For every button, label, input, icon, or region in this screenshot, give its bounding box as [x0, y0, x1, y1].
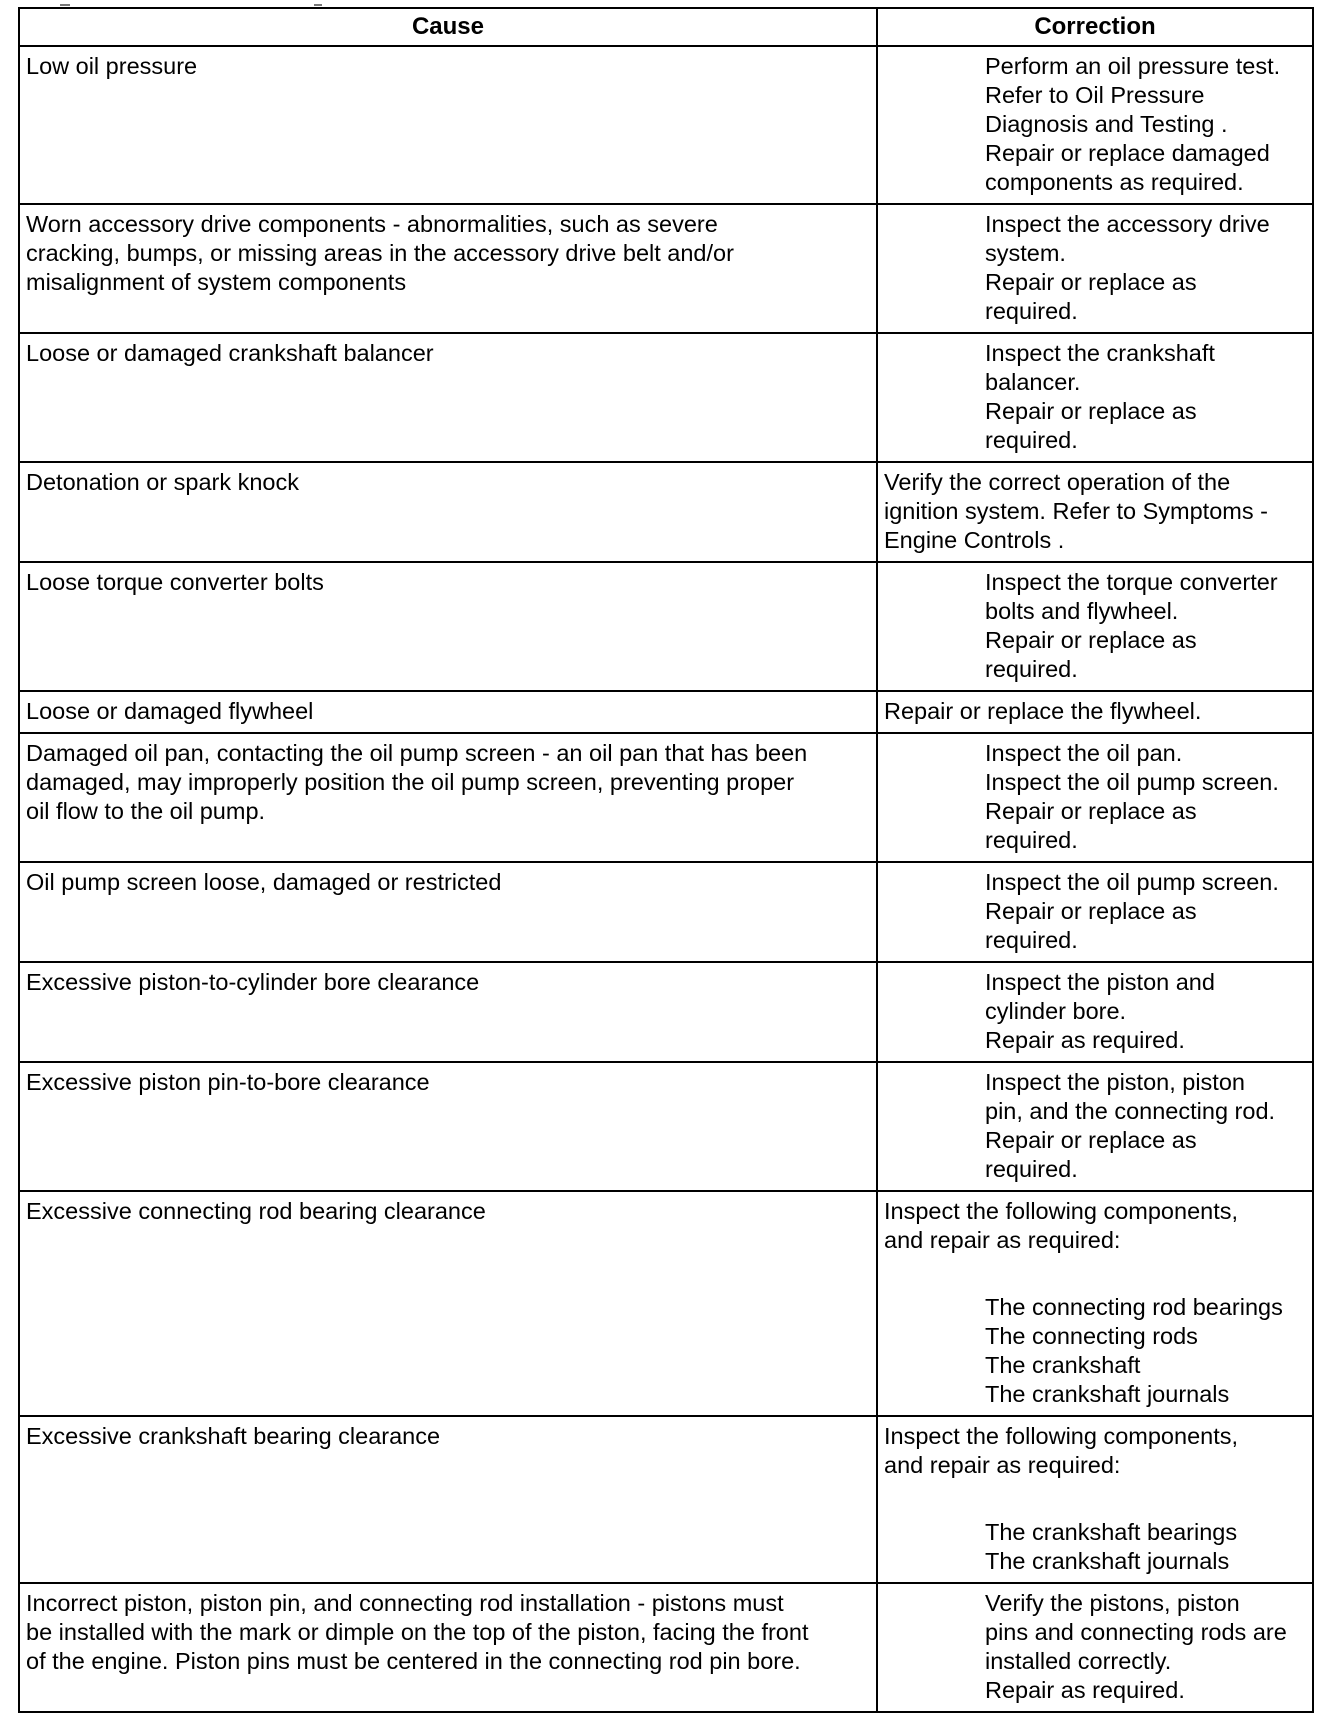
cause-text-line: Damaged oil pan, contacting the oil pump screen - an oil pan that has been	[26, 740, 808, 766]
correction-cell	[877, 204, 1313, 333]
correction-intro-line: ignition system. Refer to Symptoms -	[884, 498, 1268, 524]
correction-step-line: Inspect the oil pump screen.	[985, 869, 1279, 895]
correction-cell	[877, 733, 1313, 862]
correction-intro-line: Repair or replace the flywheel.	[884, 698, 1202, 724]
correction-step-line: installed correctly.	[985, 1648, 1172, 1674]
correction-step-line: balancer.	[985, 369, 1081, 395]
cause-cell	[19, 462, 877, 562]
correction-cell	[877, 1583, 1313, 1712]
correction-step-line: required.	[985, 427, 1078, 453]
table-body	[19, 46, 1313, 1712]
correction-step-line: cylinder bore.	[985, 998, 1127, 1024]
table-row	[19, 204, 1313, 333]
cause-cell	[19, 862, 877, 962]
spacer	[884, 1255, 1306, 1293]
correction-column-header: Correction	[877, 8, 1313, 46]
correction-step-line: required.	[985, 656, 1078, 682]
cause-cell	[19, 1191, 877, 1416]
correction-cell	[877, 691, 1313, 733]
spacer	[884, 1480, 1306, 1518]
table-row	[19, 1062, 1313, 1191]
table-row	[19, 1191, 1313, 1416]
correction-step-line: bolts and flywheel.	[985, 598, 1179, 624]
cause-cell	[19, 46, 877, 204]
table-row	[19, 962, 1313, 1062]
cause-text-line: Low oil pressure	[26, 53, 198, 79]
cause-text-line: Excessive piston-to-cylinder bore clearance	[26, 969, 480, 995]
correction-cell	[877, 46, 1313, 204]
cause-text-line: cracking, bumps, or missing areas in the accessory drive belt and/or	[26, 240, 734, 266]
table-row	[19, 333, 1313, 462]
correction-step-line: Verify the pistons, piston	[985, 1590, 1240, 1616]
correction-step-line: required.	[985, 1156, 1078, 1182]
correction-step-line: Repair as required.	[985, 1027, 1185, 1053]
correction-cell	[877, 562, 1313, 691]
diagnostic-table	[18, 7, 1314, 1713]
correction-cell	[877, 862, 1313, 962]
table-row	[19, 1416, 1313, 1583]
correction-step-line: Inspect the oil pan.	[985, 740, 1183, 766]
diagnostic-table-frame	[18, 7, 1314, 1713]
correction-step-line: Inspect the oil pump screen.	[985, 769, 1279, 795]
correction-intro-line: Engine Controls .	[884, 527, 1065, 553]
correction-cell	[877, 333, 1313, 462]
correction-step-line: components as required.	[985, 169, 1244, 195]
table-row	[19, 462, 1313, 562]
correction-step-line: Repair or replace as	[985, 398, 1197, 424]
correction-step-line: required.	[985, 827, 1078, 853]
correction-step-line: Diagnosis and Testing .	[985, 111, 1228, 137]
cause-cell	[19, 1583, 877, 1712]
cause-text-line: oil flow to the oil pump.	[26, 798, 266, 824]
table-header-row	[19, 8, 1313, 46]
table-row	[19, 691, 1313, 733]
correction-intro-line: and repair as required:	[884, 1452, 1121, 1478]
correction-step-line: The connecting rod bearings	[985, 1294, 1283, 1320]
correction-step-line: Refer to Oil Pressure	[985, 82, 1205, 108]
correction-step-line: Perform an oil pressure test.	[985, 53, 1281, 79]
correction-step-line: Inspect the crankshaft	[985, 340, 1215, 366]
cause-text-line: Loose torque converter bolts	[26, 569, 324, 595]
correction-step-line: Inspect the accessory drive	[985, 211, 1270, 237]
correction-cell	[877, 1191, 1313, 1416]
correction-step-line: The connecting rods	[985, 1323, 1198, 1349]
correction-step-line: Repair as required.	[985, 1677, 1185, 1703]
correction-cell	[877, 962, 1313, 1062]
cause-cell	[19, 1416, 877, 1583]
correction-step-line: Repair or replace as	[985, 798, 1197, 824]
cause-cell	[19, 691, 877, 733]
correction-cell	[877, 1416, 1313, 1583]
correction-intro-line: Inspect the following components,	[884, 1198, 1239, 1224]
correction-step-line: Inspect the piston and	[985, 969, 1215, 995]
cause-cell	[19, 204, 877, 333]
cause-text-line: damaged, may improperly position the oil pump screen, preventing proper	[26, 769, 795, 795]
correction-step-line: pins and connecting rods are	[985, 1619, 1287, 1645]
cause-text-line: Detonation or spark knock	[26, 469, 300, 495]
correction-step-line: Repair or replace as	[985, 898, 1197, 924]
correction-step-line: Repair or replace as	[985, 1127, 1197, 1153]
correction-step-line: Repair or replace as	[985, 627, 1197, 653]
cause-cell	[19, 733, 877, 862]
scan-artifact-line	[314, 4, 322, 6]
correction-step-line: required.	[985, 927, 1078, 953]
correction-intro-line: Verify the correct operation of the	[884, 469, 1231, 495]
correction-step-line: The crankshaft journals	[985, 1548, 1230, 1574]
cause-text-line: Loose or damaged flywheel	[26, 698, 314, 724]
table-row	[19, 562, 1313, 691]
cause-text-line: Loose or damaged crankshaft balancer	[26, 340, 434, 366]
cause-text-line: be installed with the mark or dimple on the top of the piston, facing the front	[26, 1619, 809, 1645]
cause-column-header: Cause	[19, 8, 877, 46]
cause-cell	[19, 1062, 877, 1191]
correction-intro-line: and repair as required:	[884, 1227, 1121, 1253]
correction-step-line: Inspect the piston, piston	[985, 1069, 1245, 1095]
cause-text-line: Excessive connecting rod bearing clearance	[26, 1198, 486, 1224]
correction-intro-line: Inspect the following components,	[884, 1423, 1239, 1449]
cause-cell	[19, 333, 877, 462]
cause-cell	[19, 962, 877, 1062]
correction-step-line: pin, and the connecting rod.	[985, 1098, 1276, 1124]
cause-cell	[19, 562, 877, 691]
correction-step-line: Repair or replace damaged	[985, 140, 1270, 166]
correction-step-line: Inspect the torque converter	[985, 569, 1278, 595]
table-row	[19, 862, 1313, 962]
correction-step-line: system.	[985, 240, 1066, 266]
table-row	[19, 46, 1313, 204]
correction-step-line: The crankshaft journals	[985, 1381, 1230, 1407]
correction-step-line: The crankshaft	[985, 1352, 1141, 1378]
scan-artifact-line	[60, 4, 70, 6]
table-row	[19, 1583, 1313, 1712]
cause-text-line: Excessive crankshaft bearing clearance	[26, 1423, 441, 1449]
table-row	[19, 733, 1313, 862]
correction-cell	[877, 462, 1313, 562]
cause-text-line: Worn accessory drive components - abnormalities, such as severe	[26, 211, 718, 237]
cause-text-line: Incorrect piston, piston pin, and connecting rod installation - pistons must	[26, 1590, 784, 1616]
correction-cell	[877, 1062, 1313, 1191]
cause-text-line: of the engine. Piston pins must be centered in the connecting rod pin bore.	[26, 1648, 801, 1674]
correction-step-line: Repair or replace as	[985, 269, 1197, 295]
cause-text-line: misalignment of system components	[26, 269, 407, 295]
correction-step-line: required.	[985, 298, 1078, 324]
cause-text-line: Oil pump screen loose, damaged or restricted	[26, 869, 502, 895]
correction-step-line: The crankshaft bearings	[985, 1519, 1238, 1545]
cause-text-line: Excessive piston pin-to-bore clearance	[26, 1069, 430, 1095]
